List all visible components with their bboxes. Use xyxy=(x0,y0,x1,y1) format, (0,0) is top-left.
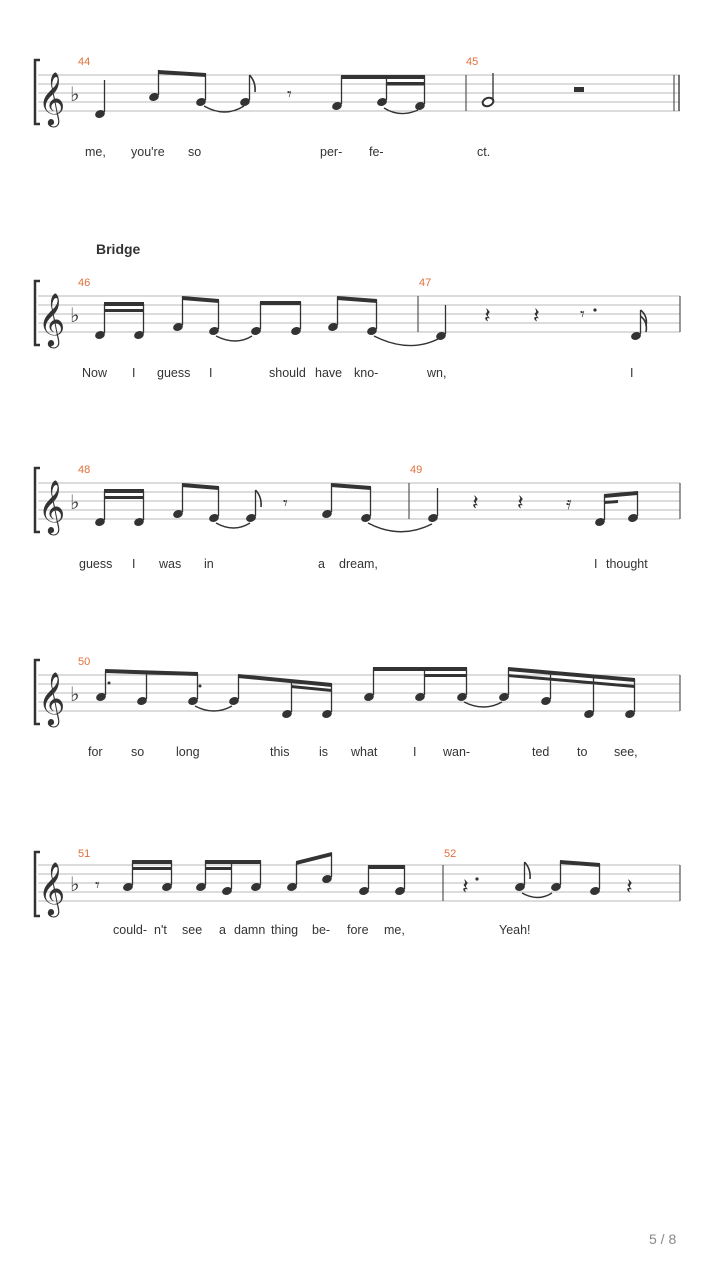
half-rest-icon xyxy=(574,87,584,92)
lyric-syllable: is xyxy=(319,745,329,759)
measure-number: 46 xyxy=(78,277,91,289)
system-3 xyxy=(35,464,680,571)
tie xyxy=(522,893,552,898)
lyric-syllable: I xyxy=(132,366,136,380)
eighth-rest-icon: 𝄾 xyxy=(95,875,100,896)
lyric-syllable: so xyxy=(131,745,145,759)
flat-key-signature-icon: ♭ xyxy=(70,490,80,514)
lyric-syllable: this xyxy=(270,745,290,759)
lyric-syllable: I xyxy=(132,557,136,571)
lyric-syllable: Yeah! xyxy=(499,923,531,937)
tie xyxy=(464,702,502,707)
quarter-rest-icon: 𝄽 xyxy=(517,491,524,516)
lyric-syllable: thought xyxy=(606,557,648,571)
sixteenth-rest-icon: 𝄿 xyxy=(566,493,572,514)
eighth-rest-icon: 𝄾 xyxy=(283,493,288,514)
measure-number: 52 xyxy=(444,848,457,860)
flat-key-signature-icon: ♭ xyxy=(70,303,80,327)
lyric-syllable: I xyxy=(209,366,213,380)
treble-clef-icon: 𝄞 xyxy=(38,861,66,915)
lyric-syllable: for xyxy=(88,745,103,759)
lyric-syllable: a xyxy=(318,557,325,571)
treble-clef-icon: 𝄞 xyxy=(38,671,66,725)
lyric-syllable: have xyxy=(315,366,343,380)
lyric-syllable: damn xyxy=(234,923,266,937)
page-number: 5 / 8 xyxy=(649,1231,677,1247)
lyric-syllable: long xyxy=(176,745,200,759)
lyric-syllable: thing xyxy=(271,923,299,937)
lyric-syllable: could- xyxy=(113,923,148,937)
eighth-rest-icon: 𝄾 xyxy=(287,84,292,105)
measure-number: 48 xyxy=(78,464,91,476)
lyric-syllable: n't xyxy=(154,923,167,937)
lyric-syllable: what xyxy=(351,745,378,759)
lyric-syllable: I xyxy=(413,745,417,759)
lyric-syllable: should xyxy=(269,366,306,380)
lyric-syllable: me, xyxy=(85,145,106,159)
section-label: Bridge xyxy=(96,241,141,257)
lyric-syllable: so xyxy=(188,145,202,159)
dotted-quarter-rest-icon: 𝄽 xyxy=(462,875,469,900)
lyric-syllable: was xyxy=(159,557,182,571)
flat-key-signature-icon: ♭ xyxy=(70,82,80,106)
lyric-syllable: see, xyxy=(614,745,638,759)
lyric-syllable: I xyxy=(630,366,634,380)
flat-key-signature-icon: ♭ xyxy=(70,872,80,896)
quarter-rest-icon: 𝄽 xyxy=(626,875,633,900)
lyric-syllable: wan- xyxy=(443,745,471,759)
lyric-syllable: ct. xyxy=(477,145,491,159)
lyric-syllable: fe- xyxy=(369,145,384,159)
lyric-syllable: see xyxy=(182,923,203,937)
system-4 xyxy=(35,656,680,759)
tie xyxy=(195,706,232,711)
lyric-syllable: guess xyxy=(157,366,191,380)
dotted-eighth-rest-icon: 𝄾 xyxy=(580,304,585,325)
lyric-syllable: you're xyxy=(131,145,165,159)
treble-clef-icon: 𝄞 xyxy=(38,292,66,346)
measure-number: 51 xyxy=(78,848,91,860)
tie xyxy=(368,523,432,532)
system-5 xyxy=(35,848,680,937)
measure-number: 49 xyxy=(410,464,423,476)
lyric-syllable: Now xyxy=(82,366,108,380)
lyric-syllable: kno- xyxy=(354,366,379,380)
treble-clef-icon: 𝄞 xyxy=(38,71,66,125)
tie xyxy=(216,336,252,341)
lyric-syllable: me, xyxy=(384,923,405,937)
measure-number: 50 xyxy=(78,656,91,668)
system-1 xyxy=(35,56,680,159)
lyric-syllable: a xyxy=(219,923,226,937)
lyric-syllable: fore xyxy=(347,923,369,937)
quarter-rest-icon: 𝄽 xyxy=(472,491,479,516)
lyric-syllable: to xyxy=(577,745,588,759)
measure-number: 47 xyxy=(419,277,432,289)
measure-number: 44 xyxy=(78,56,91,68)
lyric-syllable: in xyxy=(204,557,214,571)
quarter-rest-icon: 𝄽 xyxy=(484,304,491,329)
lyric-syllable: wn, xyxy=(427,366,447,380)
flat-key-signature-icon: ♭ xyxy=(70,682,80,706)
system-2 xyxy=(35,277,680,380)
tie xyxy=(374,336,440,346)
measure-number: 45 xyxy=(466,56,479,68)
treble-clef-icon: 𝄞 xyxy=(38,479,66,533)
tie xyxy=(216,523,250,528)
quarter-rest-icon: 𝄽 xyxy=(533,304,540,329)
lyric-syllable: be- xyxy=(312,923,331,937)
lyric-syllable: guess xyxy=(79,557,113,571)
lyric-syllable: per- xyxy=(320,145,343,159)
lyric-syllable: ted xyxy=(532,745,550,759)
lyric-syllable: dream, xyxy=(339,557,378,571)
lyric-syllable: I xyxy=(594,557,598,571)
